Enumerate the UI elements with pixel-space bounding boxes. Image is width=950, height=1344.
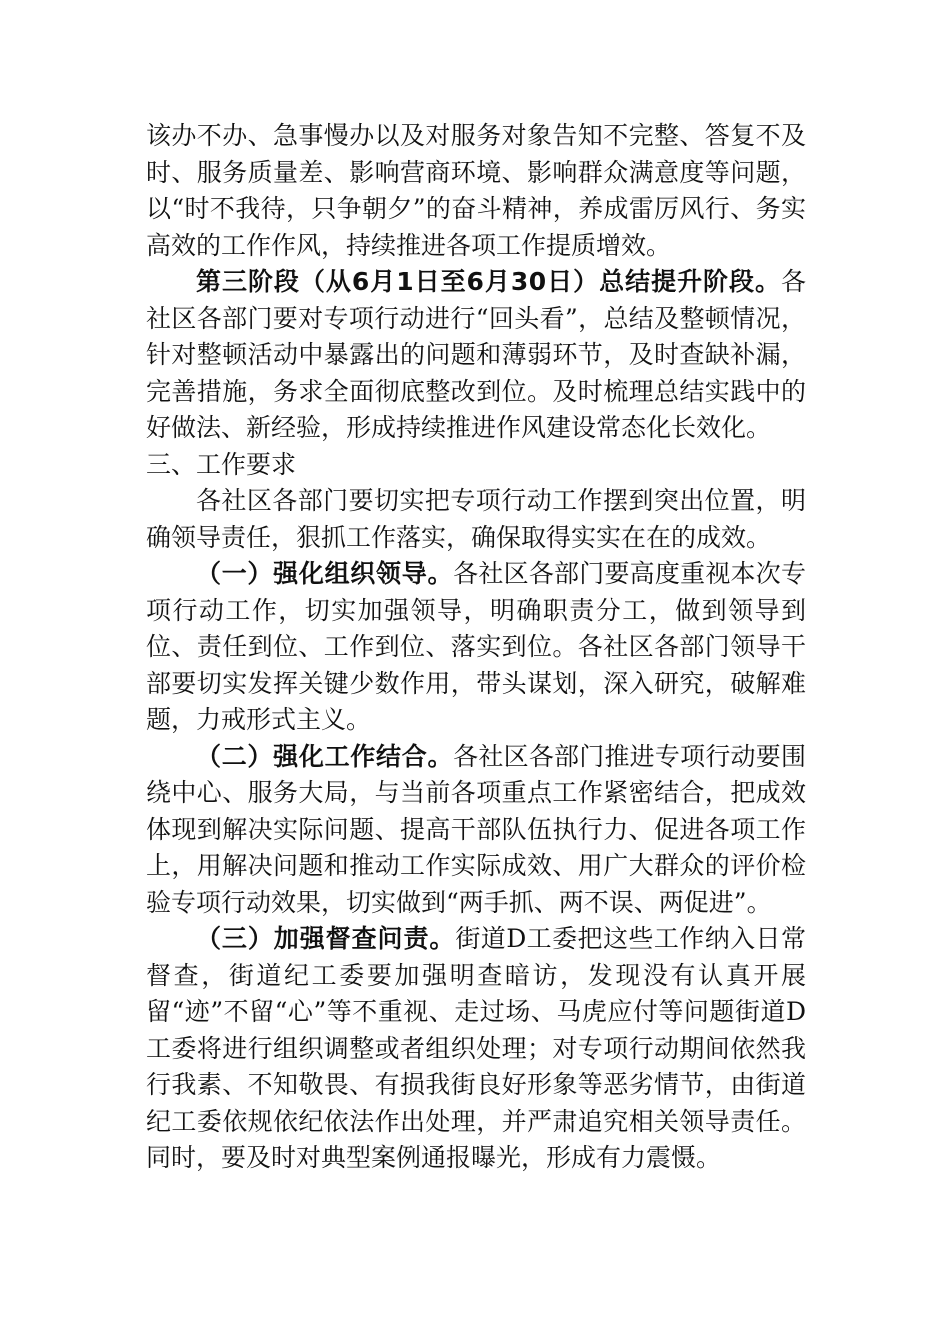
item-text: 街道D工委把这些工作纳入日常督查，街道纪工委要加强明查暗访，发现没有认真开展留“迹”不留“心”等不重视、走过场、马虎应付等问题街道D工委将进行组织调整或者组织处理；对专项行动期间依然我行我素、不知敬畏、有损我街良好形象等恶劣情节，由街道纪工委依规依纪依法作出处理，并严肃追究相关领导责任。同时，要及时对典型案例通报曝光，形成有力震慑。 — [146, 924, 806, 1172]
paragraph-phase-three — [146, 264, 806, 447]
item-lead: （一）强化组织领导。 — [196, 559, 454, 588]
document-page — [146, 118, 806, 1177]
item-organization-leadership — [146, 556, 806, 739]
item-text: 各社区各部门推进专项行动要围绕中心、服务大局，与当前各项重点工作紧密结合，把成效体现到解决实际问题、提高干部队伍执行力、促进各项工作上，用解决问题和推动工作实际成效、用广大群众的评价检验专项行动效果，切实做到“两手抓、两不误、两促进”。 — [146, 741, 806, 917]
item-work-integration — [146, 739, 806, 922]
paragraph-continuation — [146, 118, 806, 264]
item-text: 各社区各部门要高度重视本次专项行动工作，切实加强领导，明确职责分工，做到领导到位、责任到位、工作到位、落实到位。各社区各部门领导干部要切实发挥关键少数作用，带头谋划，深入研究，破解难题，力戒形式主义。 — [146, 559, 806, 734]
phase-three-lead: 第三阶段（从6月1日至6月30日）总结提升阶段。 — [196, 267, 781, 296]
section-heading: 三、工作要求 — [146, 449, 297, 479]
section-intro: 各社区各部门要切实把专项行动工作摆到突出位置，明确领导责任，狠抓工作落实，确保取得实实在在的成效。 — [146, 486, 806, 552]
paragraph-text: 该办不办、急事慢办以及对服务对象告知不完整、答复不及时、服务质量差、影响营商环境、影响群众满意度等问题，以“时不我待，只争朝夕”的奋斗精神，养成雷厉风行、务实高效的工作作风，持续推进各项工作提质增效。 — [146, 121, 806, 260]
item-supervision-accountability — [146, 921, 806, 1177]
item-lead: （二）强化工作结合。 — [196, 741, 454, 771]
item-lead: （三）加强督查问责。 — [196, 924, 456, 953]
phase-three-text: 各社区各部门要对专项行动进行“回头看”，总结及整顿情况，针对整顿活动中暴露出的问题和薄弱环节，及时查缺补漏，完善措施，务求全面彻底整改到位。及时梳理总结实践中的好做法、新经验，形成持续推进作风建设常态化长效化。 — [146, 267, 806, 442]
